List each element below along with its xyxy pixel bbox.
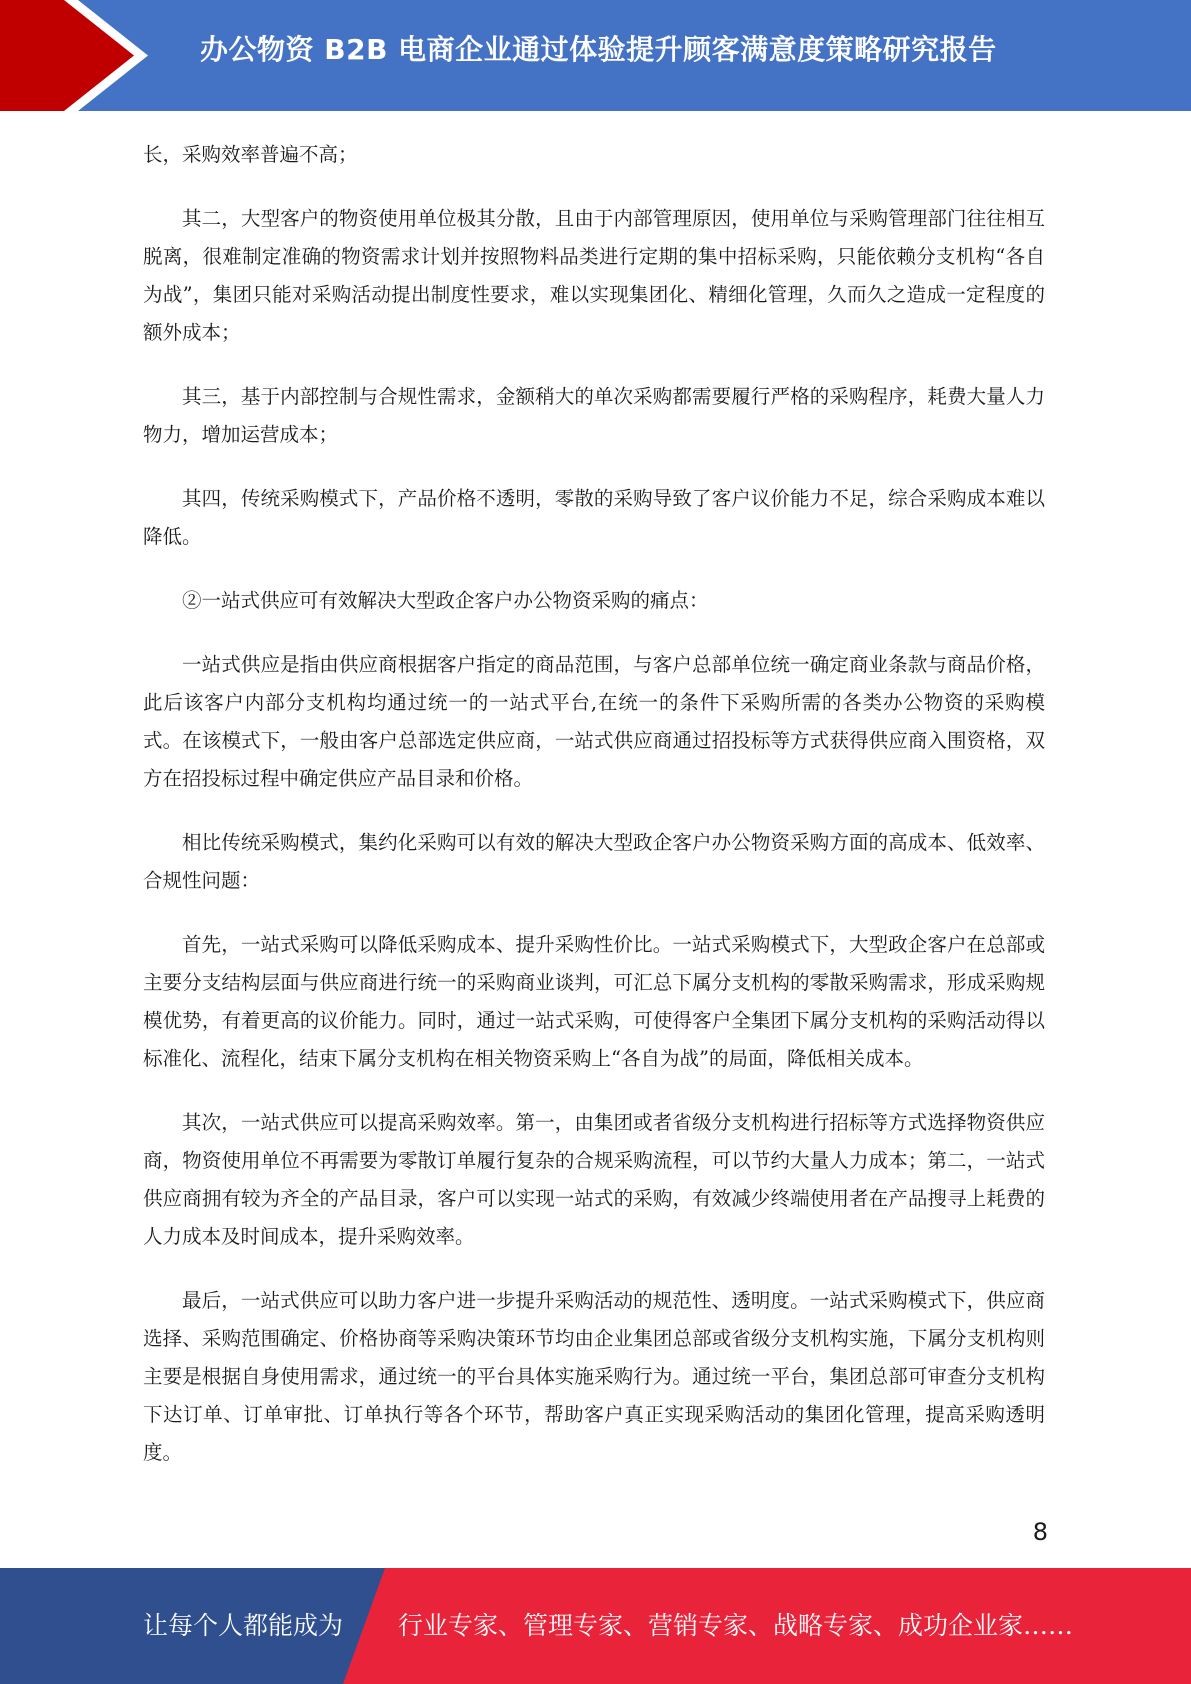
paragraph: 长，采购效率普遍不高； (143, 143, 358, 166)
paragraph: 其次，一站式供应可以提高采购效率。第一，由集团或者省级分支机构进行招标等方式选择物资供应商，物资使用单位不再需要为零散订单履行复杂的合规采购流程，可以节约大量人力成本；第二，一站式供应商拥有较为齐全的产品目录，客户可以实现一站式的采购，有效减少终端使用者在产品搜寻上耗费的人力成本及时间成本，提升采购效率。 (143, 1111, 1045, 1248)
footer-slogan-list: 行业专家、管理专家、营销专家、战略专家、成功企业家…… (398, 1611, 1074, 1640)
section-subheading: ②一站式供应可有效解决大型政企客户办公物资采购的痛点： (182, 589, 709, 612)
paragraph: 其三，基于内部控制与合规性需求，金额稍大的单次采购都需要履行严格的采购程序，耗费大量人力物力，增加运营成本； (143, 385, 1045, 446)
paragraph: 相比传统采购模式，集约化采购可以有效的解决大型政企客户办公物资采购方面的高成本、低效率、合规性问题： (143, 831, 1045, 892)
page-number: 8 (1032, 1518, 1048, 1546)
report-title: 办公物资 B2B 电商企业通过体验提升顾客满意度策略研究报告 (200, 33, 997, 66)
paragraph: 最后，一站式供应可以助力客户进一步提升采购活动的规范性、透明度。一站式采购模式下，供应商选择、采购范围确定、价格协商等采购决策环节均由企业集团总部或省级分支机构实施，下属分支机构则主要是根据自身使用需求，通过统一的平台具体实施采购行为。通过统一平台，集团总部可审查分支机构下达订单、订单审批、订单执行等各个环节，帮助客户真正实现采购活动的集团化管理，提高采购透明度。 (143, 1289, 1045, 1464)
paragraph: 其二，大型客户的物资使用单位极其分散，且由于内部管理原因，使用单位与采购管理部门往往相互脱离，很难制定准确的物资需求计划并按照物料品类进行定期的集中招标采购，只能依赖分支机构“各自为战”，集团只能对采购活动提出制度性要求，难以实现集团化、精细化管理，久而久之造成一定程度的额外成本； (143, 207, 1045, 344)
page-header (0, 0, 1191, 111)
report-body (143, 136, 1045, 1498)
paragraph: 一站式供应是指由供应商根据客户指定的商品范围，与客户总部单位统一确定商业条款与商品价格，此后该客户内部分支机构均通过统一的一站式平台,在统一的条件下采购所需的各类办公物资的采购模式。在该模式下，一般由客户总部选定供应商，一站式供应商通过招投标等方式获得供应商入围资格，双方在招投标过程中确定供应产品目录和价格。 (143, 653, 1045, 790)
footer-slogan-lead: 让每个人都能成为 (143, 1611, 344, 1640)
page-footer (0, 1568, 1191, 1684)
paragraph: 首先，一站式采购可以降低采购成本、提升采购性价比。一站式采购模式下，大型政企客户在总部或主要分支结构层面与供应商进行统一的采购商业谈判，可汇总下属分支机构的零散采购需求，形成采购规模优势，有着更高的议价能力。同时，通过一站式采购，可使得客户全集团下属分支机构的采购活动得以标准化、流程化，结束下属分支机构在相关物资采购上“各自为战”的局面，降低相关成本。 (143, 933, 1045, 1070)
paragraph: 其四，传统采购模式下，产品价格不透明，零散的采购导致了客户议价能力不足，综合采购成本难以降低。 (143, 487, 1045, 548)
